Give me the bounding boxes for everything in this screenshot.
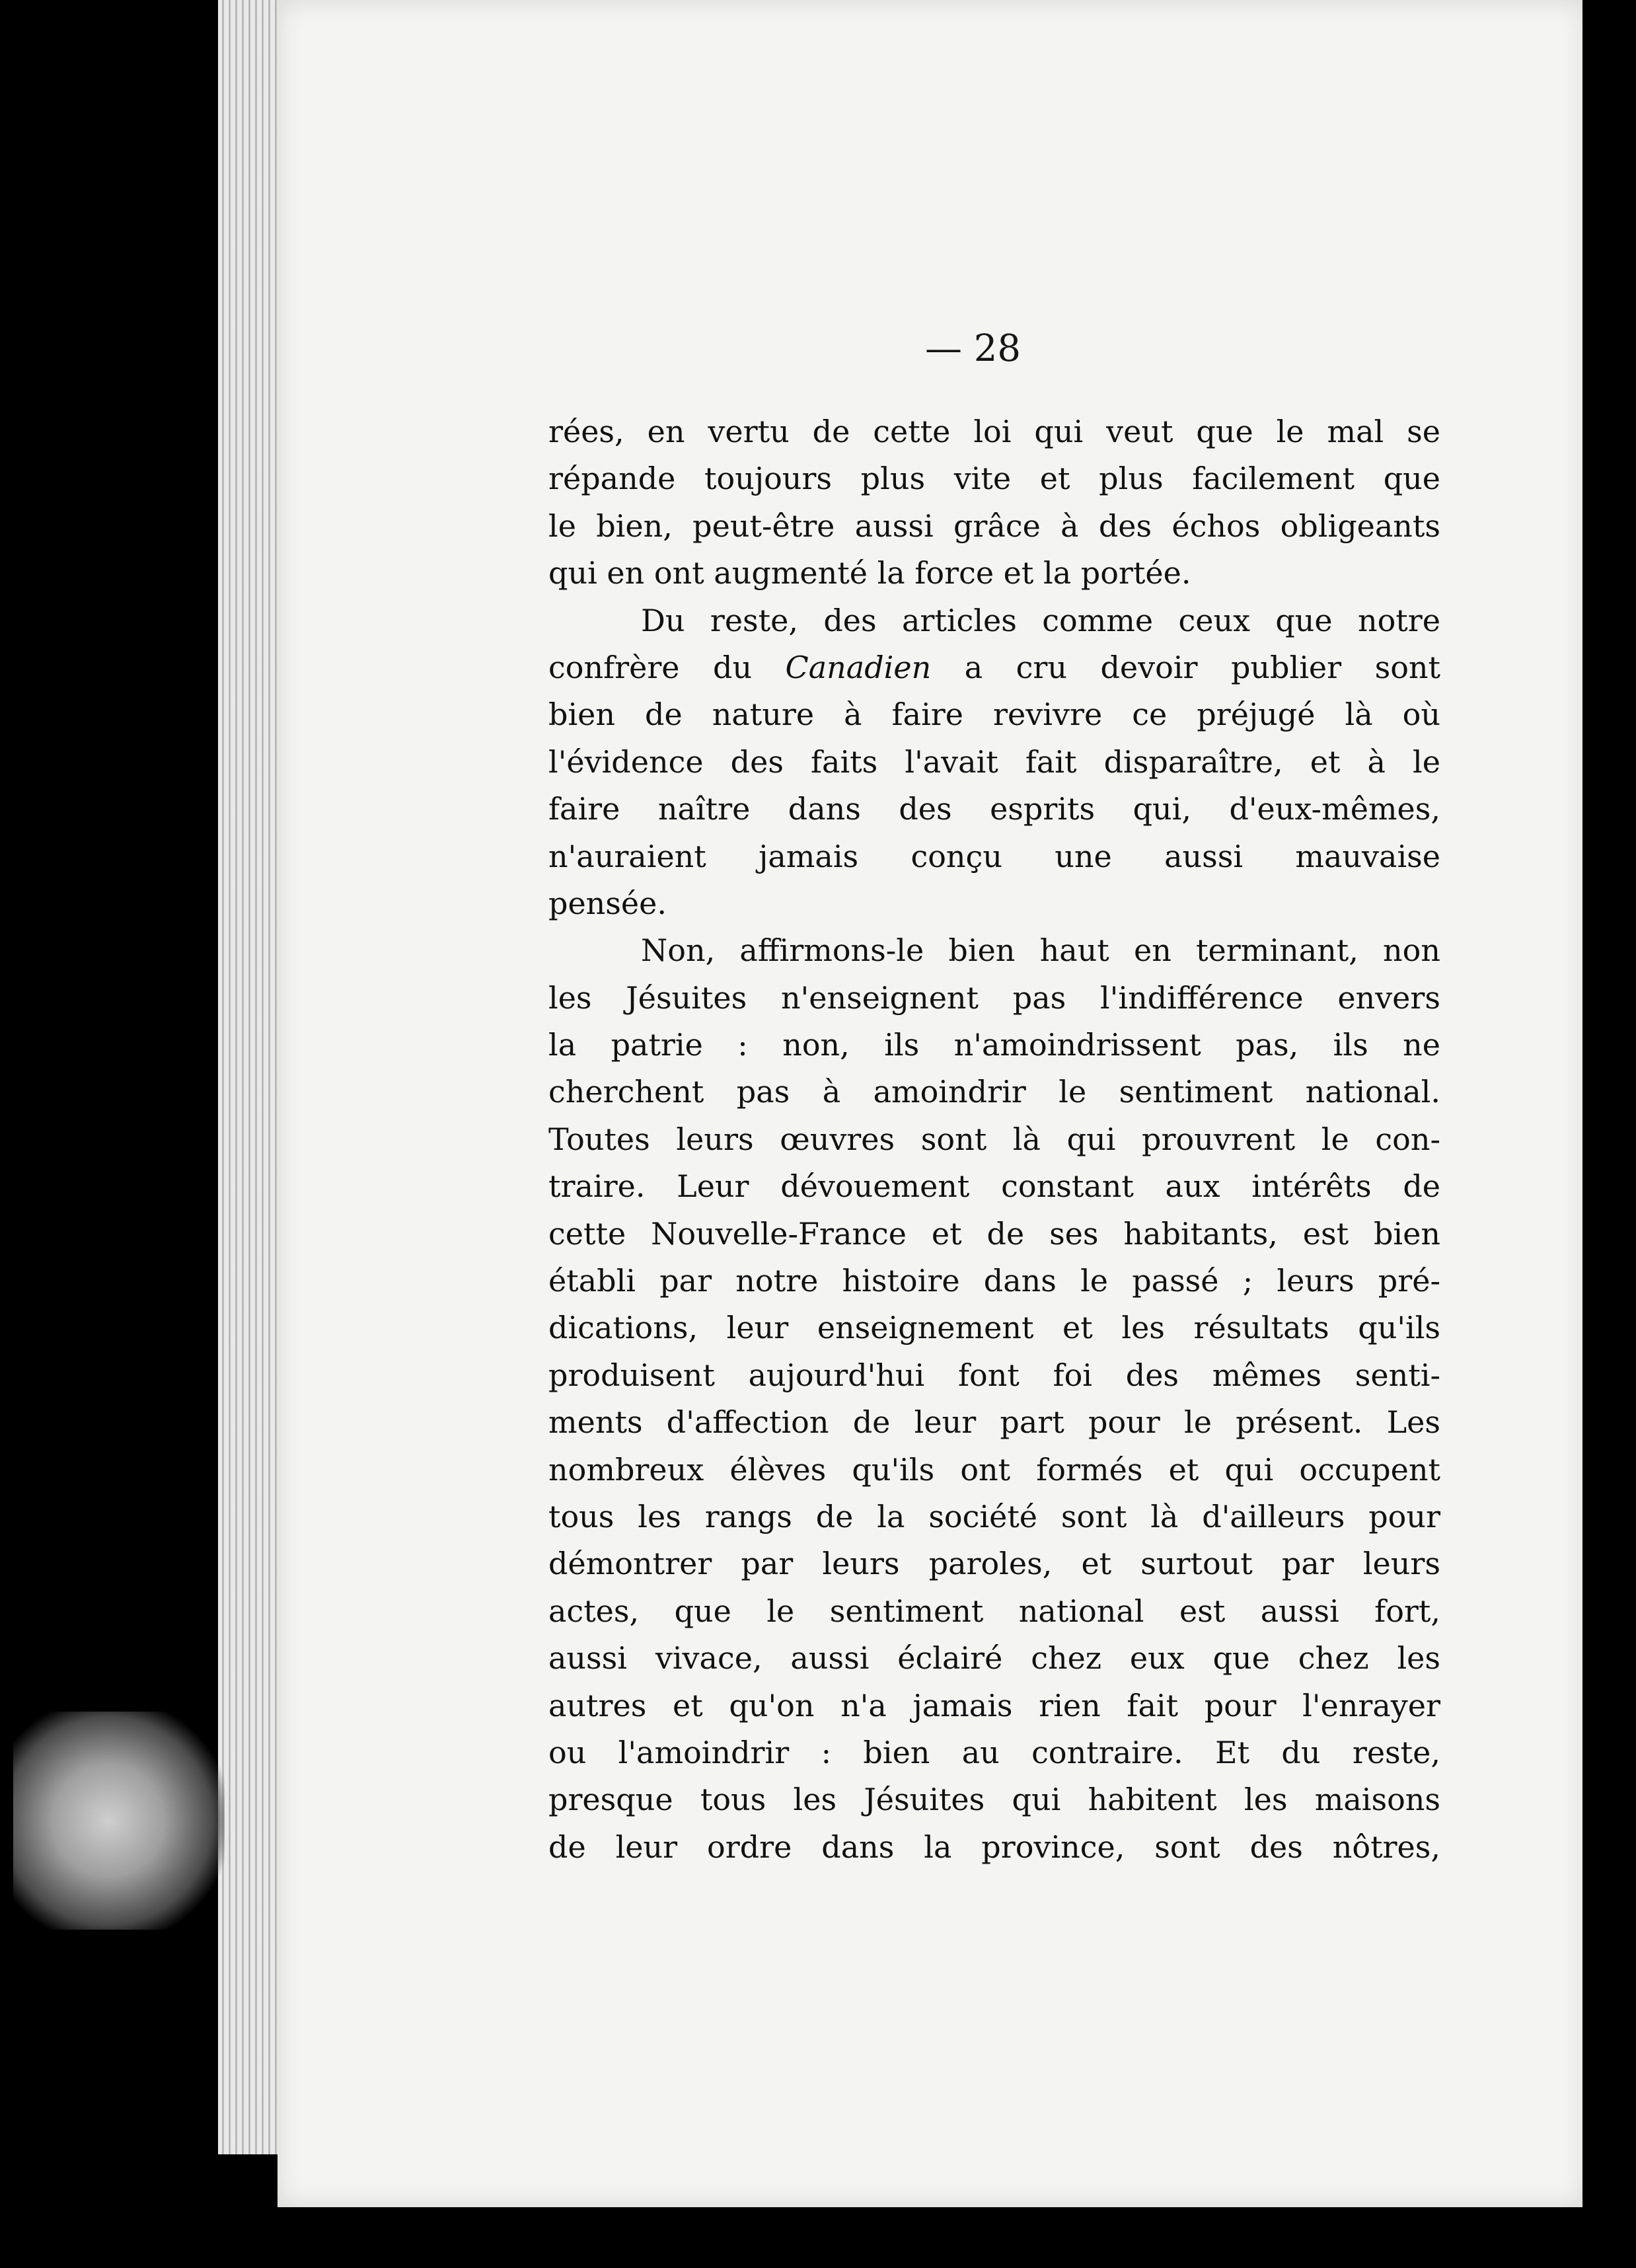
text-line: répande toujours plus vite et plus facilement que	[548, 461, 1440, 497]
paragraph-start-line: Non, affirmons-le bien haut en terminant, non	[641, 932, 1440, 969]
text-line: qui en ont augmenté la force et la portée.	[548, 555, 1191, 591]
text-line: aussi vivace, aussi éclairé chez eux que chez les	[548, 1640, 1440, 1677]
text-line: la patrie : non, ils n'amoindrissent pas, ils ne	[548, 1027, 1440, 1063]
text-line: Toutes leurs œuvres sont là qui prouvrent le con-	[548, 1121, 1440, 1157]
newspaper-title: Canadien	[785, 649, 932, 685]
text-line: ou l'amoindrir : bien au contraire. Et du reste,	[548, 1734, 1440, 1770]
body-text	[548, 408, 1440, 1871]
text-line: rées, en vertu de cette loi qui veut que le mal se	[548, 414, 1440, 449]
torn-paper-fragment	[13, 1712, 225, 1930]
text-line: établi par notre histoire dans le passé ; leurs pré-	[548, 1263, 1440, 1299]
text-line: cherchent pas à amoindrir le sentiment national.	[548, 1074, 1440, 1110]
text-line: traire. Leur dévouement constant aux intérêts de	[548, 1168, 1440, 1205]
text-line: faire naître dans des esprits qui, d'eux-mêmes,	[548, 791, 1440, 827]
text-line: démontrer par leurs paroles, et surtout par leurs	[548, 1546, 1440, 1582]
paragraph-start-line: Du reste, des articles comme ceux que notre	[641, 602, 1440, 638]
text-line: les Jésuites n'enseignent pas l'indifférence envers	[548, 979, 1440, 1016]
text-line: cette Nouvelle-France et de ses habitants, est bien	[548, 1215, 1440, 1252]
page-right-margin-shadow	[1582, 0, 1636, 2268]
text-line: de leur ordre dans la province, sont des nôtres,	[548, 1829, 1440, 1865]
text-line: dications, leur enseignement et les résultats qu'ils	[548, 1310, 1440, 1346]
text-line: actes, que le sentiment national est aussi fort,	[548, 1593, 1440, 1629]
text-line: l'évidence des faits l'avait fait disparaître, et à le	[548, 743, 1440, 780]
page-number: — 28	[925, 327, 1022, 370]
book-fore-edges	[218, 0, 284, 2154]
text-line: produisent aujourd'hui font foi des mêmes senti-	[548, 1357, 1440, 1393]
text-line: tous les rangs de la société sont là d'ailleurs pour	[548, 1498, 1440, 1534]
text-line: le bien, peut-être aussi grâce à des échos obligeants	[548, 508, 1440, 544]
text-line: n'auraient jamais conçu une aussi mauvaise	[548, 838, 1440, 874]
text-line: confrère du Canadien a cru devoir publier sont	[548, 649, 1440, 685]
text-line: autres et qu'on n'a jamais rien fait pour l'enrayer	[548, 1687, 1440, 1723]
text-line: bien de nature à faire revivre ce préjugé là où	[548, 697, 1440, 733]
text-line: nombreux élèves qu'ils ont formés et qui occupent	[548, 1451, 1440, 1488]
text-line: ments d'affection de leur part pour le présent. Les	[548, 1404, 1440, 1441]
text-line: presque tous les Jésuites qui habitent les maisons	[548, 1782, 1440, 1818]
text-line: pensée.	[548, 885, 667, 921]
